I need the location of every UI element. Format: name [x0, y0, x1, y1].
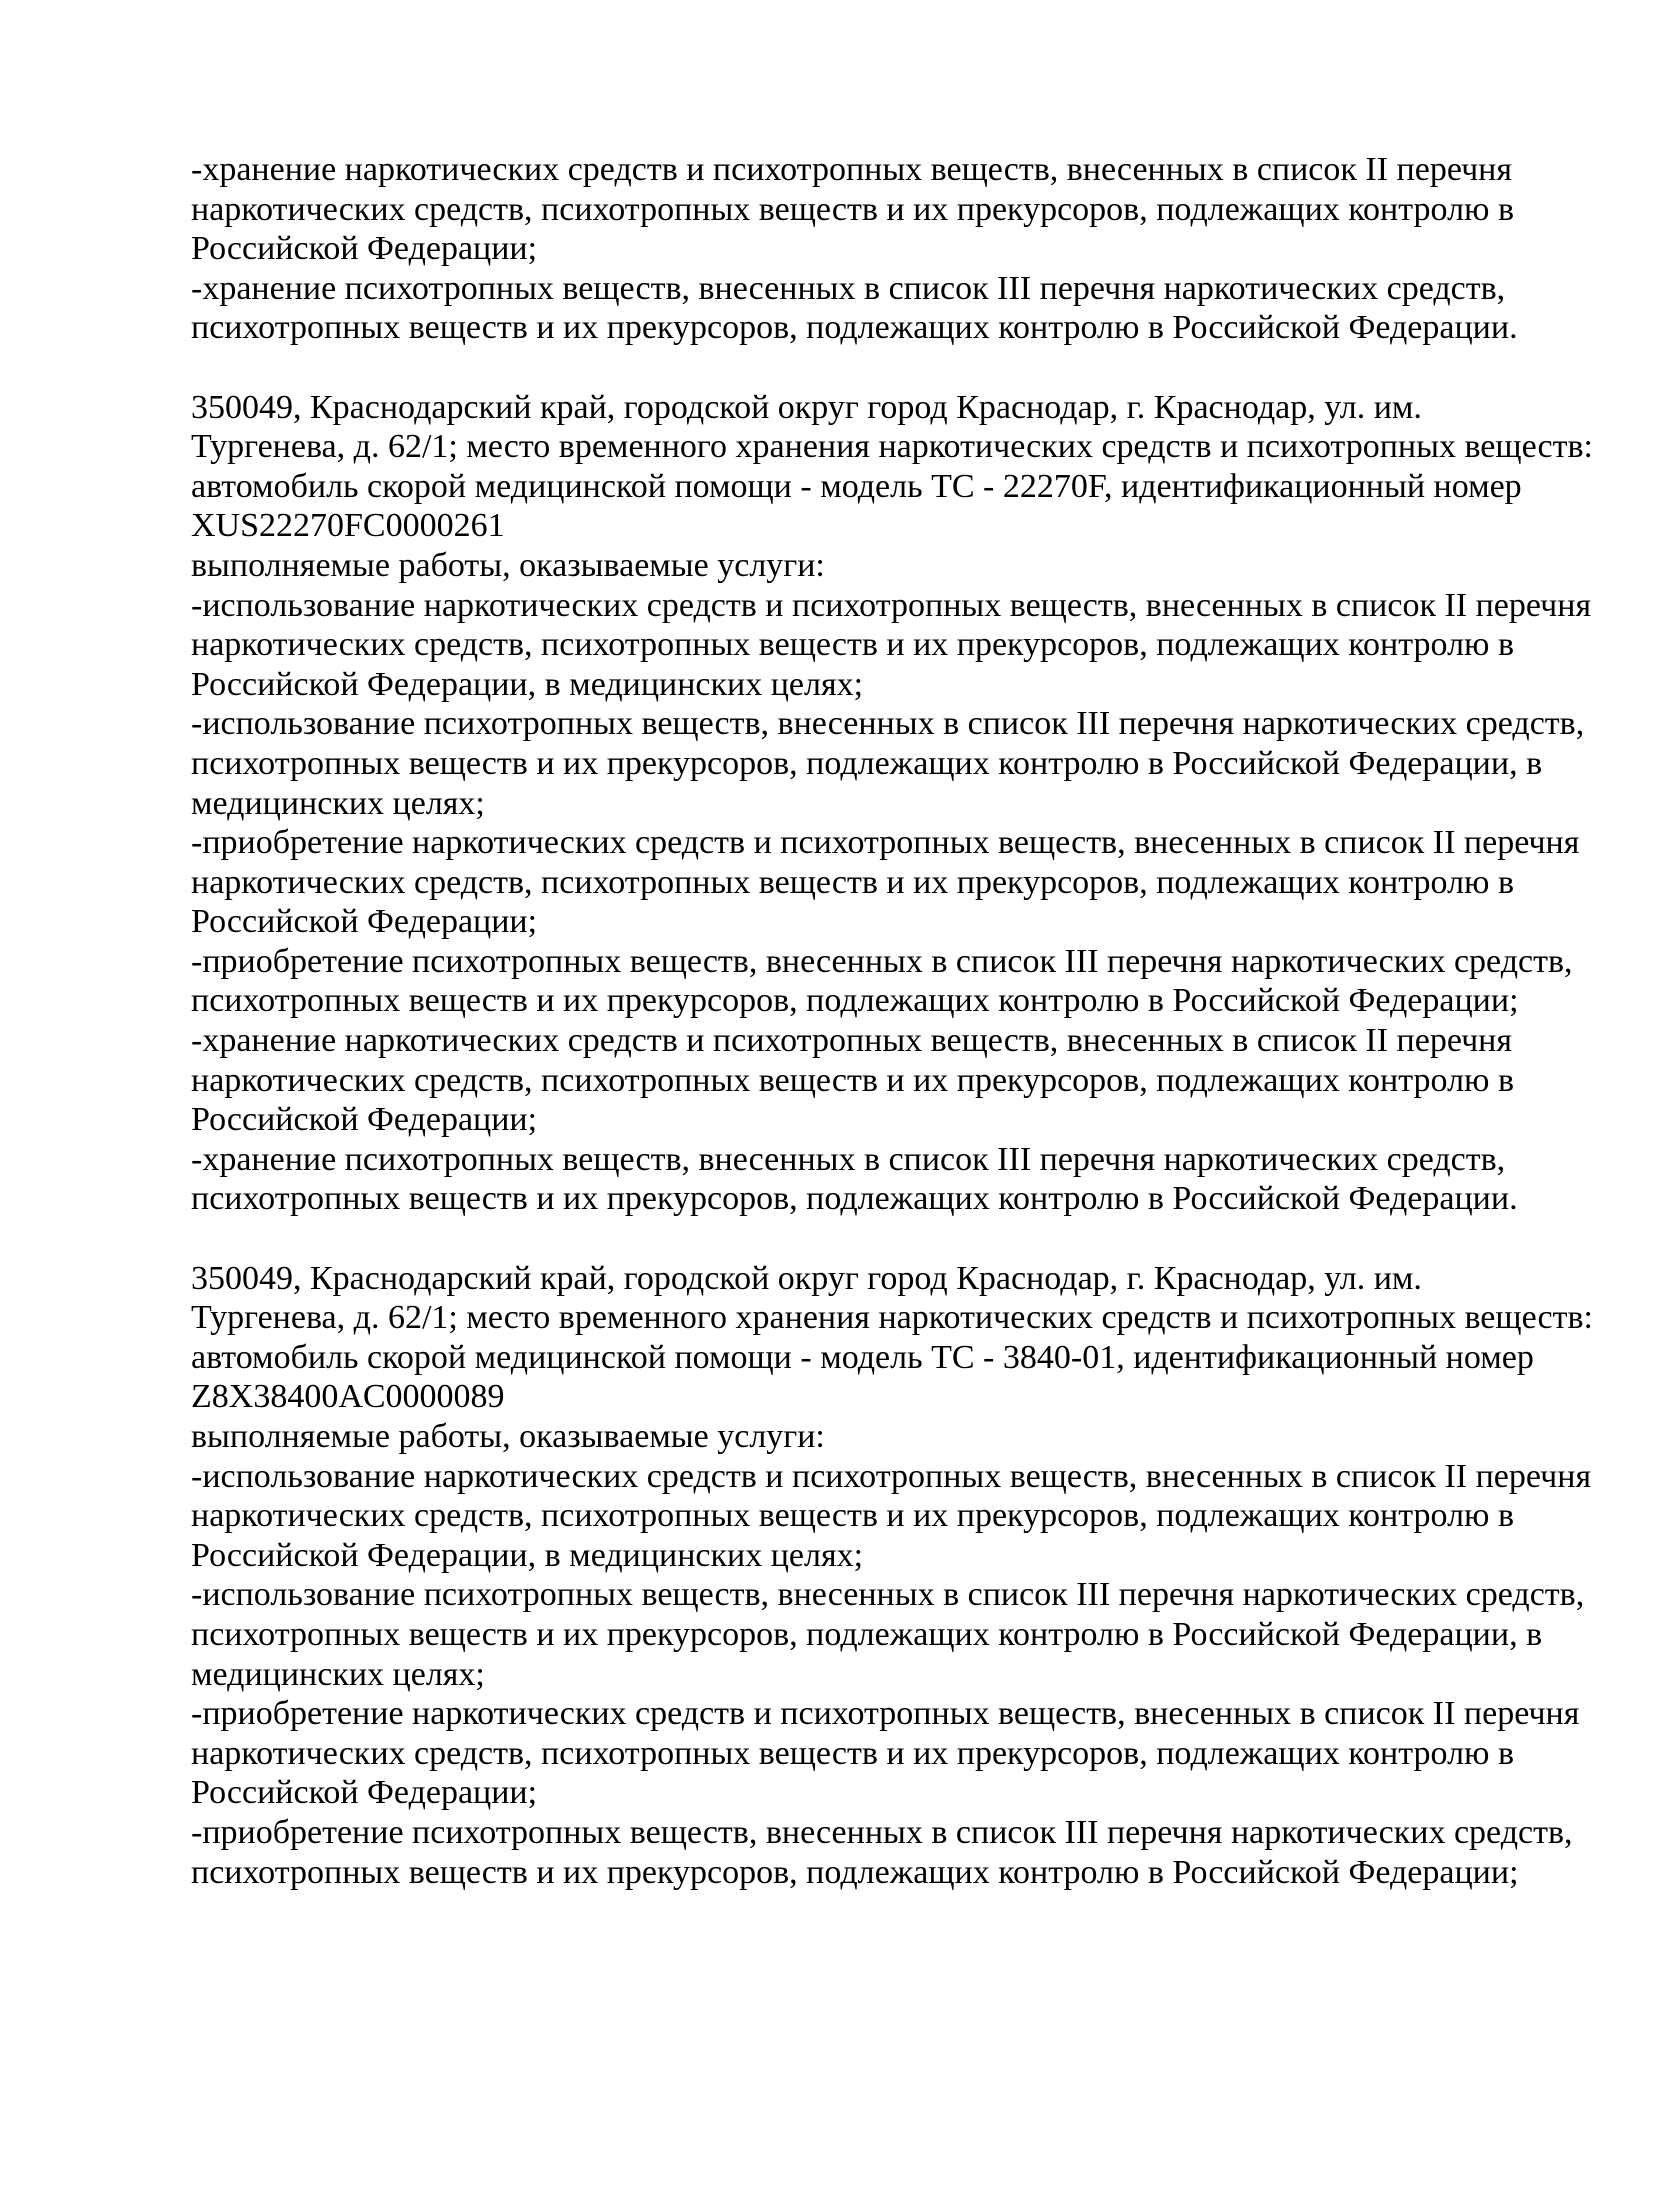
text-line: медицинских целях; [191, 1655, 485, 1693]
document-text [191, 150, 1591, 1892]
text-line: наркотических средств, психотропных веществ и их прекурсоров, подлежащих контролю в [191, 626, 1514, 664]
text-line: наркотических средств, психотропных веществ и их прекурсоров, подлежащих контролю в [191, 1061, 1514, 1099]
text-line: -использование психотропных веществ, внесенных в список III перечня наркотических средств, [191, 705, 1585, 743]
text-line: Российской Федерации, в медицинских целях; [191, 665, 864, 703]
text-line: выполняемые работы, оказываемые услуги: [191, 546, 825, 584]
text-line: наркотических средств, психотропных веществ и их прекурсоров, подлежащих контролю в [191, 190, 1514, 228]
text-section-activity-items-continued [191, 150, 1591, 348]
text-line: Российской Федерации; [191, 903, 538, 941]
text-line: Российской Федерации, в медицинских целях; [191, 1536, 864, 1574]
text-line: психотропных веществ и их прекурсоров, подлежащих контролю в Российской Федерации. [191, 1180, 1518, 1218]
text-line: наркотических средств, психотропных веществ и их прекурсоров, подлежащих контролю в [191, 1497, 1514, 1535]
text-line: -использование наркотических средств и психотропных веществ, внесенных в список II перечня [191, 586, 1592, 624]
text-line: -хранение наркотических средств и психотропных веществ, внесенных в список II перечня [191, 1022, 1513, 1060]
text-line: выполняемые работы, оказываемые услуги: [191, 1418, 825, 1455]
text-line: медицинских целях; [191, 784, 485, 822]
text-line: -хранение психотропных веществ, внесенных в список III перечня наркотических средств, [191, 269, 1506, 307]
text-line: Российской Федерации; [191, 1774, 538, 1812]
text-line: психотропных веществ и их прекурсоров, подлежащих контролю в Российской Федерации; [191, 1853, 1519, 1891]
text-line: -хранение психотропных веществ, внесенных в список III перечня наркотических средств, [191, 1140, 1506, 1178]
text-line: -приобретение наркотических средств и психотропных веществ, внесенных в список II перечня [191, 1695, 1580, 1733]
text-line: -приобретение наркотических средств и психотропных веществ, внесенных в список II перечня [191, 824, 1580, 862]
text-line: Тургенева, д. 62/1; место временного хранения наркотических средств и психотропных веществ: [191, 1299, 1593, 1337]
text-line: Российской Федерации; [191, 230, 538, 268]
text-line: психотропных веществ и их прекурсоров, подлежащих контролю в Российской Федерации. [191, 309, 1518, 347]
text-line: автомобиль скорой медицинской помощи - модель ТС - 3840-01, идентификационный номер [191, 1338, 1534, 1376]
text-line: автомобиль скорой медицинской помощи - модель ТС - 22270F, идентификационный номер [191, 467, 1522, 505]
text-line: психотропных веществ и их прекурсоров, подлежащих контролю в Российской Федерации, в [191, 744, 1543, 782]
text-line: -хранение наркотических средств и психотропных веществ, внесенных в список II перечня [191, 151, 1513, 188]
text-line: -использование наркотических средств и психотропных веществ, внесенных в список II перечня [191, 1457, 1592, 1495]
text-line: -использование психотропных веществ, внесенных в список III перечня наркотических средств, [191, 1576, 1585, 1614]
text-section-address-block-vehicle-3840-01 [191, 1259, 1591, 1893]
text-line: Z8X38400AC0000089 [191, 1378, 505, 1416]
text-line: наркотических средств, психотропных веществ и их прекурсоров, подлежащих контролю в [191, 863, 1514, 901]
text-line: психотропных веществ и их прекурсоров, подлежащих контролю в Российской Федерации; [191, 982, 1519, 1020]
text-line: Российской Федерации; [191, 1101, 538, 1139]
text-line: 350049, Краснодарский край, городской округ город Краснодар, г. Краснодар, ул. им. [191, 1259, 1422, 1297]
text-line: 350049, Краснодарский край, городской округ город Краснодар, г. Краснодар, ул. им. [191, 388, 1422, 426]
text-line: XUS22270FC0000261 [191, 507, 505, 545]
text-line: психотропных веществ и их прекурсоров, подлежащих контролю в Российской Федерации, в [191, 1615, 1543, 1653]
text-line: Тургенева, д. 62/1; место временного хранения наркотических средств и психотропных веществ: [191, 428, 1593, 466]
text-section-address-block-vehicle-22270F [191, 388, 1591, 1219]
text-line: -приобретение психотропных веществ, внесенных в список III перечня наркотических средств, [191, 1813, 1573, 1851]
text-line: -приобретение психотропных веществ, внесенных в список III перечня наркотических средств, [191, 942, 1573, 980]
text-line: наркотических средств, психотропных веществ и их прекурсоров, подлежащих контролю в [191, 1734, 1514, 1772]
